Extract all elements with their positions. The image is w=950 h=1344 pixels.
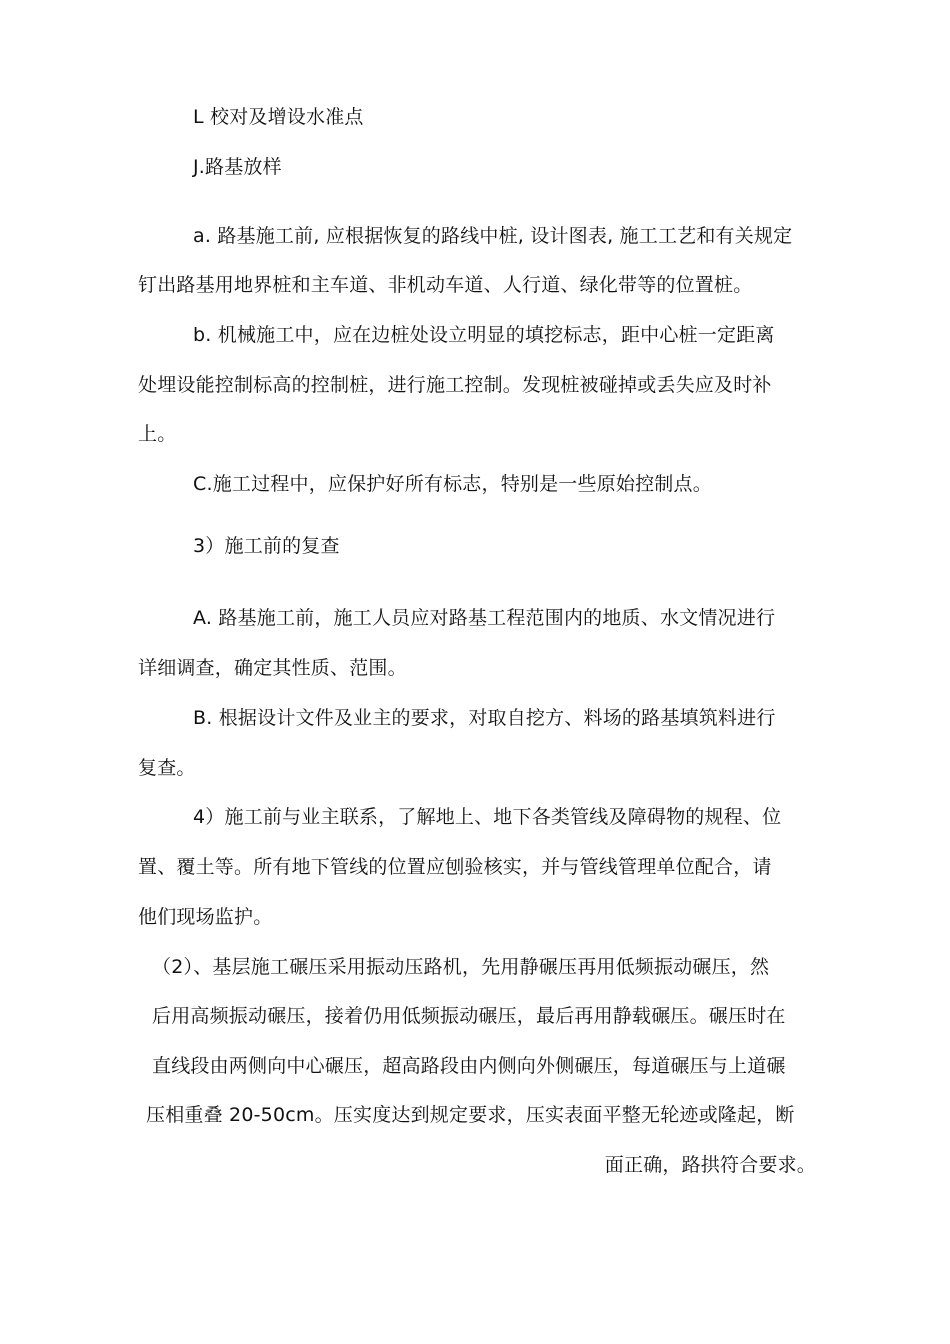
text-line: A. 路基施工前，施工人员应对路基工程范围内的地质、水文情况进行 — [193, 607, 776, 629]
text-line: 钉出路基用地界桩和主车道、非机动车道、人行道、绿化带等的位置桩。 — [138, 274, 753, 296]
text-line: a. 路基施工前, 应根据恢复的路线中桩, 设计图表, 施工工艺和有关规定 — [193, 225, 793, 247]
text-line: 他们现场监护。 — [138, 906, 273, 928]
text-line: 上。 — [138, 423, 177, 445]
text-line: 详细调查，确定其性质、范围。 — [138, 657, 407, 679]
text-line: B. 根据设计文件及业主的要求，对取自挖方、料场的路基填筑料进行 — [193, 707, 776, 729]
text-line: 直线段由两侧向中心碾压，超高路段由内侧向外侧碾压，每道碾压与上道碾 — [152, 1055, 786, 1077]
text-line: （2）、基层施工碾压采用振动压路机，先用静碾压再用低频振动碾压，然 — [152, 956, 770, 978]
text-line: 复查。 — [138, 757, 196, 779]
text-line: 置、覆土等。所有地下管线的位置应刨验核实，并与管线管理单位配合，请 — [138, 856, 772, 878]
text-line: 面正确，路拱符合要求。 — [604, 1154, 816, 1176]
text-line: b. 机械施工中，应在边桩处设立明显的填挖标志，距中心桩一定距离 — [193, 324, 775, 346]
text-line: L 校对及增设水准点 — [193, 106, 364, 128]
text-line: 处埋设能控制标高的控制桩，进行施工控制。发现桩被碰掉或丢失应及时补 — [138, 374, 772, 396]
text-line: 4）施工前与业主联系，了解地上、地下各类管线及障碍物的规程、位 — [193, 806, 782, 828]
text-line: J.路基放样 — [193, 156, 282, 178]
text-line: 3）施工前的复查 — [193, 535, 340, 557]
text-line: C.施工过程中，应保护好所有标志，特别是一些原始控制点。 — [193, 473, 712, 495]
text-line: 后用高频振动碾压，接着仍用低频振动碾压，最后再用静载碾压。碾压时在 — [152, 1005, 786, 1027]
text-line: 压相重叠 20-50cm。压实度达到规定要求，压实表面平整无轮迹或隆起，断 — [146, 1104, 795, 1126]
